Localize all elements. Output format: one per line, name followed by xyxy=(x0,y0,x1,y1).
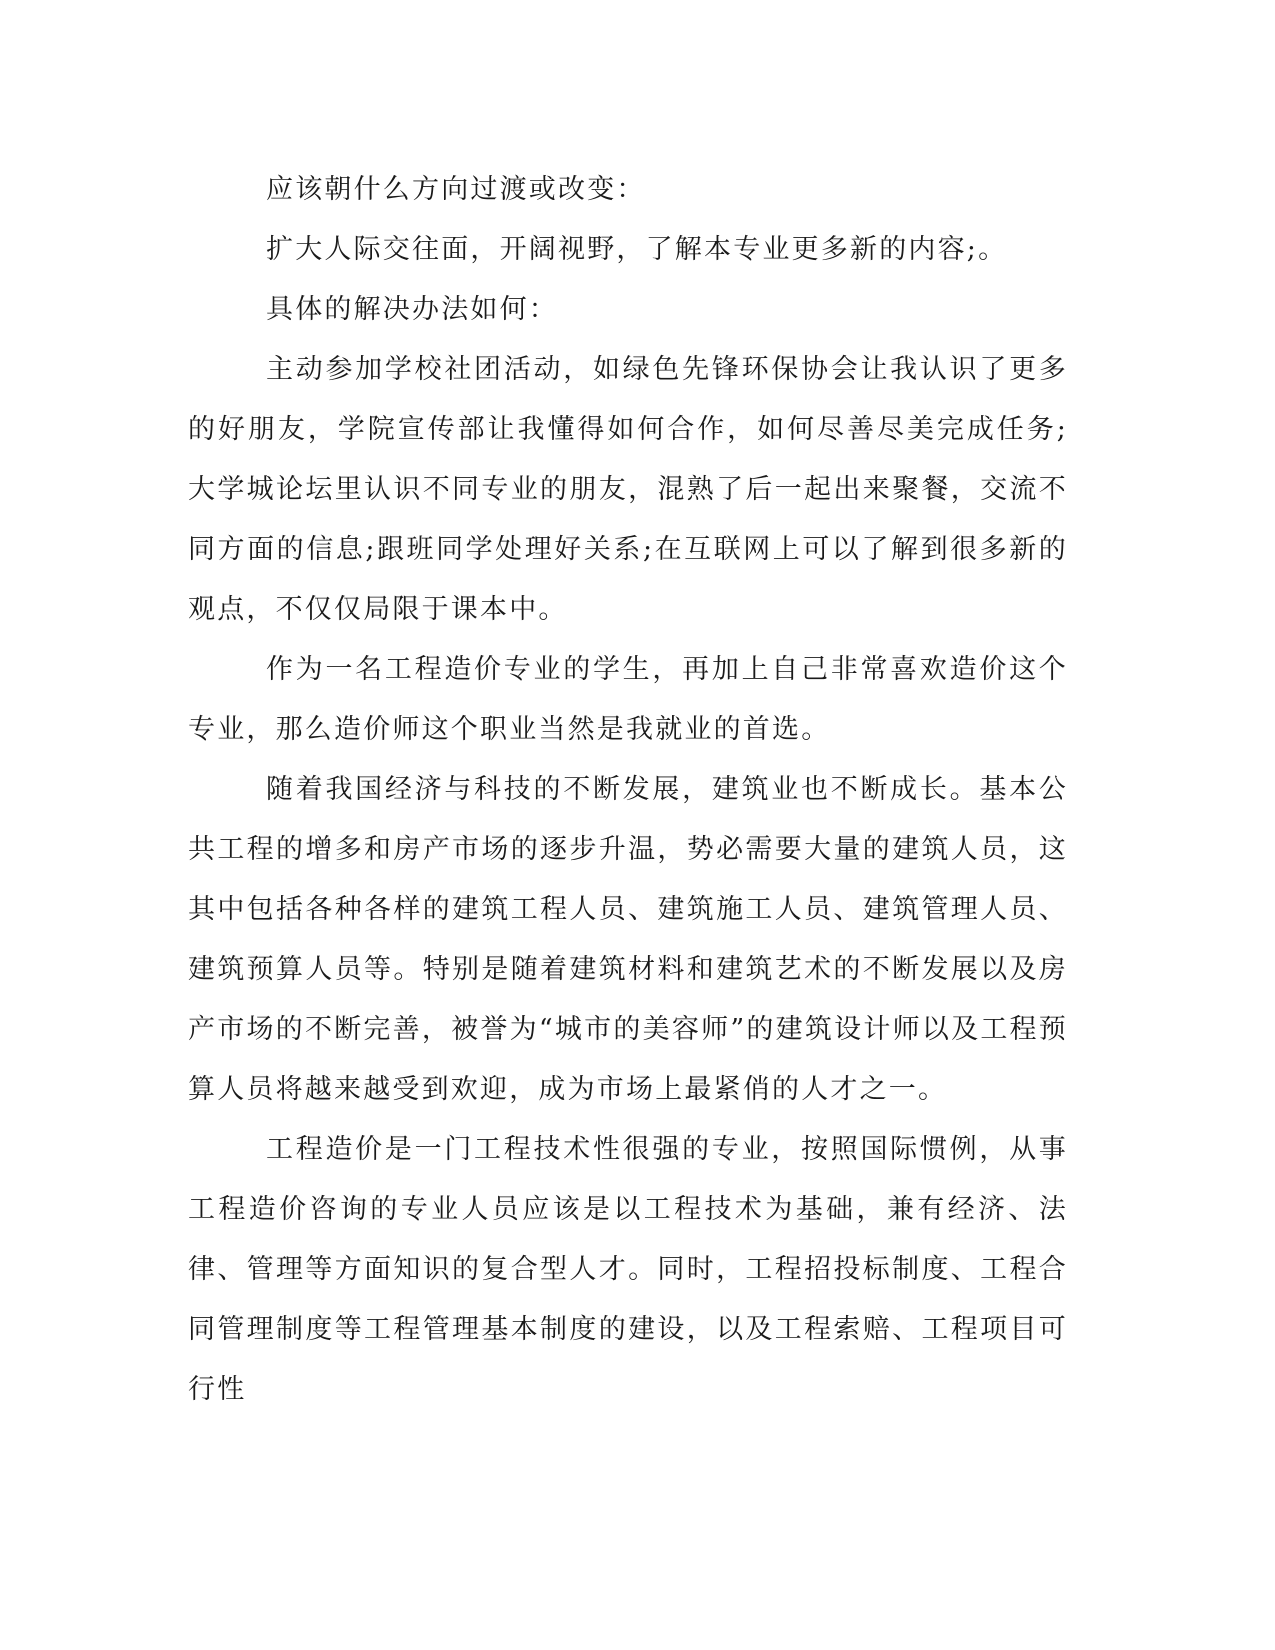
paragraph-cost-engineering: 工程造价是一门工程技术性很强的专业，按照国际惯例，从事工程造价咨询的专业人员应该是以工程技术为基础，兼有经济、法律、管理等方面知识的复合型人才。同时，工程招投标制度、工程合同管理制度等工程管理基本制度的建设，以及工程索赔、工程项目可行性 xyxy=(188,1134,1068,1405)
paragraph-career-choice: 作为一名工程造价专业的学生，再加上自己非常喜欢造价这个专业，那么造价师这个职业当然是我就业的首选。 xyxy=(188,654,1068,745)
paragraph-industry-development: 随着我国经济与科技的不断发展，建筑业也不断成长。基本公共工程的增多和房产市场的逐步升温，势必需要大量的建筑人员，这其中包括各种各样的建筑工程人员、建筑施工人员、建筑管理人员、建筑预算人员等。特别是随着建筑材料和建筑艺术的不断发展以及房产市场的不断完善，被誉为“城市的美容师”的建筑设计师以及工程预算人员将越来越受到欢迎，成为市场上最紧俏的人才之一。 xyxy=(188,774,1068,1105)
paragraph-transition-direction: 应该朝什么方向过渡或改变： xyxy=(266,174,646,205)
paragraph-expand-network: 扩大人际交往面，开阔视野，了解本专业更多新的内容;。 xyxy=(266,234,1008,265)
paragraph-club-activities: 主动参加学校社团活动，如绿色先锋环保协会让我认识了更多的好朋友，学院宣传部让我懂得如何合作，如何尽善尽美完成任务;大学城论坛里认识不同专业的朋友，混熟了后一起出来聚餐，交流不同方面的信息;跟班同学处理好关系;在互联网上可以了解到很多新的观点，不仅仅局限于课本中。 xyxy=(188,354,1068,625)
document-body xyxy=(188,160,1068,1420)
paragraph-solution-heading: 具体的解决办法如何： xyxy=(266,294,558,325)
